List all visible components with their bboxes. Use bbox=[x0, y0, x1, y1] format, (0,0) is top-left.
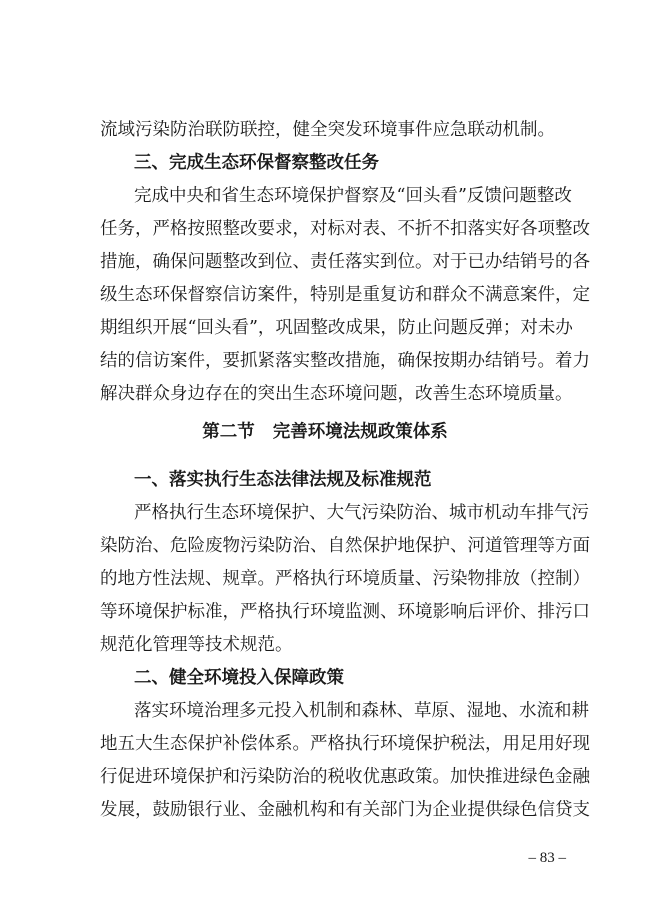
paragraph-line: 结的信访案件，要抓紧落实整改措施，确保按期办结销号。着力 bbox=[100, 351, 590, 371]
paragraph-line: 流域污染防治联防联控，健全突发环境事件应急联动机制。 bbox=[100, 120, 555, 140]
paragraph-line: 发展，鼓励银行业、金融机构和有关部门为企业提供绿色信贷支 bbox=[100, 800, 590, 820]
paragraph-line: 染防治、危险废物污染防治、自然保护地保护、河道管理等方面 bbox=[100, 536, 590, 556]
section-number: 第二节 bbox=[202, 422, 255, 442]
paragraph-line: 措施，确保问题整改到位、责任落实到位。对于已办结销号的各 bbox=[100, 252, 590, 272]
paragraph-line: 等环境保护标准，严格执行环境监测、环境影响后评价、排污口 bbox=[100, 602, 590, 622]
paragraph-line: 规范化管理等技术规范。 bbox=[100, 635, 293, 655]
paragraph-line: 地五大生态保护补偿体系。严格执行环境保护税法，用足用好现 bbox=[100, 734, 590, 754]
paragraph-line: 严格执行生态环境保护、大气污染防治、城市机动车排气污 bbox=[134, 503, 589, 523]
paragraph-line: 落实环境治理多元投入机制和森林、草原、湿地、水流和耕 bbox=[134, 701, 589, 721]
paragraph-line: 级生态环保督察信访案件，特别是重复访和群众不满意案件，定 bbox=[100, 285, 590, 305]
paragraph-line: 期组织开展“回头看”，巩固整改成果，防止问题反弹；对未办 bbox=[100, 318, 573, 338]
heading-investment-policy: 二、健全环境投入保障政策 bbox=[134, 668, 344, 688]
paragraph-line: 解决群众身边存在的突出生态环境问题，改善生态环境质量。 bbox=[100, 384, 573, 404]
heading-laws-standards: 一、落实执行生态法律法规及标准规范 bbox=[134, 470, 432, 490]
paragraph-line: 完成中央和省生态环境保护督察及“回头看”反馈问题整改 bbox=[134, 186, 572, 206]
page-number: – 83 – bbox=[528, 850, 566, 866]
paragraph-line: 的地方性法规、规章。严格执行环境质量、污染物排放（控制） bbox=[100, 569, 590, 589]
section-title bbox=[0, 420, 650, 444]
section-name: 完善环境法规政策体系 bbox=[272, 422, 448, 442]
paragraph-line: 行促进环境保护和污染防治的税收优惠政策。加快推进绿色金融 bbox=[100, 767, 590, 787]
heading-inspection-rectification: 三、完成生态环保督察整改任务 bbox=[134, 153, 379, 173]
paragraph-line: 任务，严格按照整改要求，对标对表、不折不扣落实好各项整改 bbox=[100, 219, 590, 239]
